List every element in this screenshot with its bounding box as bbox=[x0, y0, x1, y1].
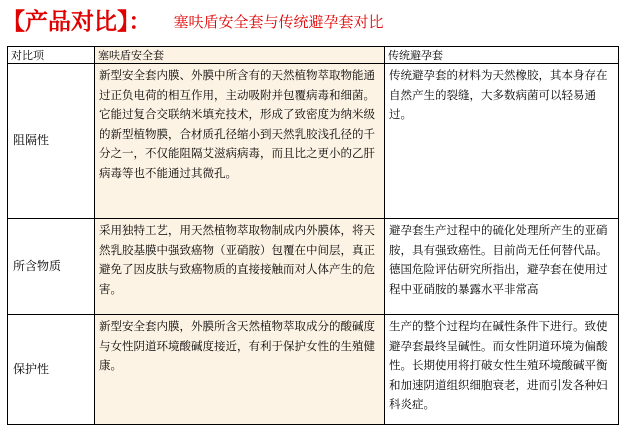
comparison-table bbox=[7, 46, 619, 425]
traditional-cell: 生产的整个过程均在碱性条件下进行。致使避孕套最终呈碱性。而女性阴道环境为偏酸性。长期使用将打破女性生殖环境酸碱平衡和加速阴道组织细胞衰老，进而引发各种妇科炎症。 bbox=[385, 315, 619, 425]
row-label: 保护性 bbox=[8, 315, 95, 425]
product-cell: 新型安全套内膜、外膜中所含有的天然植物萃取物能通过正负电荷的相互作用，主动吸附并包覆病毒和细菌。它能过复合交联纳米填充技术，形成了致密度为纳米级的新型植物膜，合材质孔径缩小到天然乳胶浅孔径的千分之一，不仅能阻隔艾滋病病毒，而且比之更小的乙肝病毒等也不能通过其微孔。 bbox=[95, 64, 385, 219]
page-title: 【产品对比】： bbox=[2, 7, 152, 35]
row-label: 阻隔性 bbox=[8, 64, 95, 219]
product-cell: 新型安全套内膜，外膜所含天然植物萃取成分的酸碱度与女性阴道环境酸碱度接近，有利于保护女性的生殖健康。 bbox=[95, 315, 385, 425]
header-compare-item: 对比项 bbox=[8, 47, 95, 64]
traditional-cell: 避孕套生产过程中的硫化处理所产生的亚硝胺，具有强致癌性。目前尚无任何替代品。德国危险评估研究所指出，避孕套在使用过程中亚硝胺的暴露水平非常高 bbox=[385, 219, 619, 315]
header bbox=[2, 2, 622, 36]
product-cell: 采用独特工艺，用天然植物萃取物制成内外膜体，将天然乳胶基膜中强致癌物（亚硝胺）包覆在中间层，真正避免了因皮肤与致癌物质的直接接触而对人体产生的危害。 bbox=[95, 219, 385, 315]
header-product: 塞呋盾安全套 bbox=[95, 47, 385, 64]
table-row bbox=[8, 219, 619, 315]
header-traditional: 传统避孕套 bbox=[385, 47, 619, 64]
page-subtitle: 塞呋盾安全套与传统避孕套对比 bbox=[173, 12, 384, 31]
table-row bbox=[8, 64, 619, 219]
table-header-row bbox=[8, 47, 619, 64]
table-row bbox=[8, 315, 619, 425]
row-label: 所含物质 bbox=[8, 219, 95, 315]
traditional-cell: 传统避孕套的材料为天然橡胶，其本身存在自然产生的裂缝，大多数病菌可以轻易通过。 bbox=[385, 64, 619, 219]
